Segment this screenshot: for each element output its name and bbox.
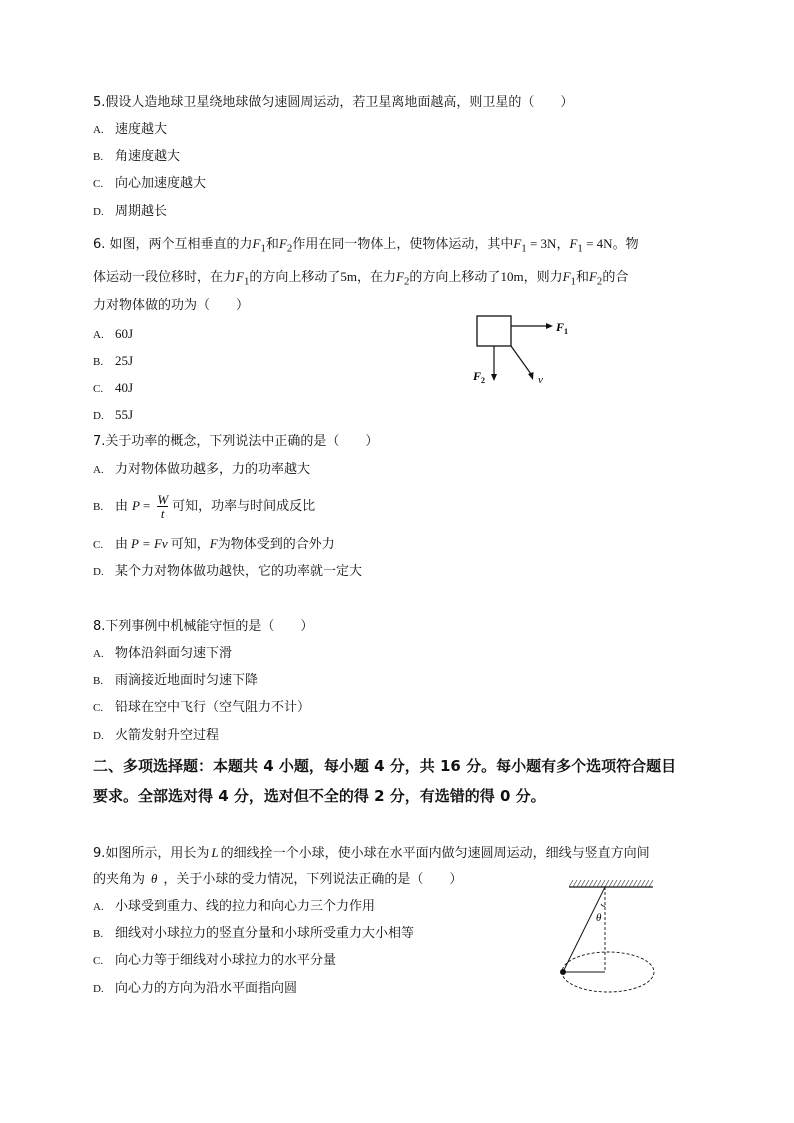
q7-stem: 7.关于功率的概念，下列说法中正确的是（ ） xyxy=(93,434,379,449)
f1-symbol: F xyxy=(513,236,522,251)
option-text: 由 xyxy=(115,537,129,552)
q9-option-a[interactable] xyxy=(93,898,375,916)
q9-text: 的细线拴一个小球，使小球在水平面内做匀速圆周运动，细线与竖直方向间 xyxy=(220,846,650,861)
q7-option-d[interactable] xyxy=(93,563,362,581)
q6-text: ，在力 xyxy=(357,270,397,285)
option-letter: A. xyxy=(93,648,104,660)
f2-symbol: F xyxy=(588,269,597,284)
q9-text: 9.如图所示，用长为 xyxy=(93,846,210,861)
distance-1: 5m xyxy=(340,269,358,284)
f1-symbol: F xyxy=(562,269,571,284)
q8-option-c[interactable] xyxy=(93,699,310,717)
distance-2: 10m xyxy=(500,269,524,284)
q6-text: 的方向上移动了 xyxy=(409,270,501,285)
option-letter: A. xyxy=(93,464,104,476)
option-text: 可知，功率与时间成反比 xyxy=(172,499,316,514)
theta-label: θ xyxy=(596,912,602,924)
q8-option-b[interactable] xyxy=(93,672,258,690)
f1-symbol: F xyxy=(252,236,261,251)
f1-label: $F_1$ xyxy=(556,320,569,336)
option-text: 火箭发射升空过程 xyxy=(115,728,220,743)
f1-symbol: F xyxy=(236,269,244,284)
option-letter: B. xyxy=(93,675,104,687)
fraction-numerator: W xyxy=(157,492,169,507)
q6-text: ， xyxy=(556,237,570,252)
section-heading-line1: 二、多项选择题：本题共 4 小题，每小题 4 分，共 16 分。每小题有多个选项符合题目 xyxy=(93,757,677,775)
option-letter: C. xyxy=(93,383,104,395)
f2-symbol: F xyxy=(396,269,404,284)
option-text: 力对物体做功越多，力的功率越大 xyxy=(115,462,311,477)
f-symbol: F xyxy=(209,536,218,551)
option-text: 角速度越大 xyxy=(115,149,181,164)
option-letter: A. xyxy=(93,124,104,136)
option-letter: B. xyxy=(93,356,104,368)
f2-subscript: 2 xyxy=(286,242,293,255)
option-text: 周期越长 xyxy=(115,204,168,219)
q9-conical-pendulum-diagram xyxy=(555,876,665,1006)
q8-option-a[interactable] xyxy=(93,645,232,663)
p-symbol: P xyxy=(132,498,140,513)
ceiling-hatch xyxy=(569,880,653,887)
option-text: 物体沿斜面匀速下滑 xyxy=(115,646,233,661)
f1-subscript: 1 xyxy=(521,242,527,255)
q6-option-b[interactable] xyxy=(93,352,133,371)
block xyxy=(477,316,511,346)
q8-stem: 8.下列事例中机械能守恒的是（ ） xyxy=(93,619,314,634)
q6-text: ，则力 xyxy=(523,270,563,285)
q9-option-b[interactable] xyxy=(93,925,414,943)
option-letter: D. xyxy=(93,206,104,218)
q9-text: ，关于小球的受力情况，下列说法正确的是（ ） xyxy=(163,872,463,887)
option-text: 可知， xyxy=(170,537,210,552)
q6-force-diagram xyxy=(460,310,580,390)
power-formula: P = Fv xyxy=(131,536,168,551)
q6-text: 的合 xyxy=(602,270,629,285)
option-letter: B. xyxy=(93,928,104,940)
w-over-t-fraction xyxy=(157,493,168,520)
q6-text: 。物 xyxy=(612,237,639,252)
q6-text: 6. 如图，两个互相垂直的力 xyxy=(93,237,253,252)
option-letter: D. xyxy=(93,410,104,422)
q9-option-c[interactable] xyxy=(93,952,336,970)
f1-subscript: 1 xyxy=(570,275,576,288)
option-text: 某个力对物体做功越快，它的功率就一定大 xyxy=(115,564,363,579)
q7-option-c[interactable] xyxy=(93,535,335,554)
f1-value: = 3N xyxy=(526,236,557,251)
option-text: 小球受到重力、线的拉力和向心力三个力作用 xyxy=(115,899,376,914)
v-label: v xyxy=(538,374,543,386)
option-text: 55J xyxy=(115,407,134,422)
option-text: 速度越大 xyxy=(115,122,168,137)
q6-text: 和 xyxy=(265,237,279,252)
q5-option-a[interactable] xyxy=(93,121,167,139)
q5-stem: 5.假设人造地球卫星绕地球做匀速圆周运动，若卫星离地面越高，则卫星的（ ） xyxy=(93,95,574,110)
q9-option-d[interactable] xyxy=(93,980,297,998)
q6-stem-line2 xyxy=(93,268,628,291)
f-symbol: F xyxy=(569,236,578,251)
string xyxy=(563,887,605,972)
q7-option-a[interactable] xyxy=(93,461,310,479)
equals-sign: = xyxy=(142,498,151,513)
option-letter: D. xyxy=(93,983,104,995)
option-letter: B. xyxy=(93,151,104,163)
q6-text: 和 xyxy=(575,270,589,285)
q6-option-a[interactable] xyxy=(93,325,133,344)
q9-stem-line2 xyxy=(93,870,462,889)
f2-subscript: 2 xyxy=(404,275,410,288)
option-letter: C. xyxy=(93,178,104,190)
section-heading-line2: 要求。全部选对得 4 分，选对但不全的得 2 分，有选错的得 0 分。 xyxy=(93,787,546,805)
option-text: 为物体受到的合外力 xyxy=(217,537,335,552)
option-letter: C. xyxy=(93,539,104,551)
f2-subscript: 2 xyxy=(596,275,603,288)
option-text: 40J xyxy=(115,380,134,395)
q6-option-c[interactable] xyxy=(93,379,133,398)
q5-option-c[interactable] xyxy=(93,175,206,193)
f1-subscript: 1 xyxy=(243,275,250,288)
option-letter: C. xyxy=(93,702,104,714)
fraction-denominator: t xyxy=(157,506,168,520)
option-letter: A. xyxy=(93,329,104,341)
option-text: 雨滴接近地面时匀速下降 xyxy=(115,673,259,688)
option-text: 由 xyxy=(115,499,129,514)
v-arrowhead xyxy=(528,372,534,380)
option-text: 向心加速度越大 xyxy=(115,176,207,191)
ball xyxy=(560,969,566,975)
q6-stem-line3: 力对物体做的功为（ ） xyxy=(93,298,250,313)
option-letter: A. xyxy=(93,901,104,913)
f1-arrowhead xyxy=(546,323,553,329)
f2-arrowhead xyxy=(491,374,497,381)
q8-option-d[interactable] xyxy=(93,727,219,745)
v-arrow xyxy=(511,346,531,374)
l-symbol: L xyxy=(211,845,219,860)
option-text: 向心力等于细线对小球拉力的水平分量 xyxy=(115,953,337,968)
option-letter: C. xyxy=(93,955,104,967)
option-text: 铅球在空中飞行（空气阻力不计） xyxy=(115,700,311,715)
q7-option-b[interactable] xyxy=(93,491,315,522)
q6-stem-line1 xyxy=(93,235,639,258)
angle-arc xyxy=(601,904,605,906)
option-letter: B. xyxy=(93,501,104,513)
f2-value: = 4N xyxy=(582,236,613,251)
f1-subscript: 1 xyxy=(260,242,266,255)
q6-text: 作用在同一物体上，使物体运动，其中 xyxy=(292,237,514,252)
q5-option-b[interactable] xyxy=(93,148,180,166)
option-text: 向心力的方向为沿水平面指向圆 xyxy=(115,981,298,996)
f-subscript: 1 xyxy=(577,242,583,255)
option-text: 25J xyxy=(115,353,134,368)
q9-stem-line1 xyxy=(93,844,650,863)
q6-text: 的方向上移动了 xyxy=(249,270,341,285)
option-text: 60J xyxy=(115,326,134,341)
q5-option-d[interactable] xyxy=(93,203,167,221)
q9-text: 的夹角为 xyxy=(93,872,146,887)
q6-option-d[interactable] xyxy=(93,406,133,425)
q6-text: 体运动一段位移时，在力 xyxy=(93,270,237,285)
option-text: 细线对小球拉力的竖直分量和小球所受重力大小相等 xyxy=(115,926,415,941)
f2-symbol: F xyxy=(278,236,287,251)
option-letter: D. xyxy=(93,730,104,742)
option-letter: D. xyxy=(93,566,104,578)
f2-label: $F_2$ xyxy=(473,369,486,385)
theta-symbol: θ xyxy=(151,871,158,886)
